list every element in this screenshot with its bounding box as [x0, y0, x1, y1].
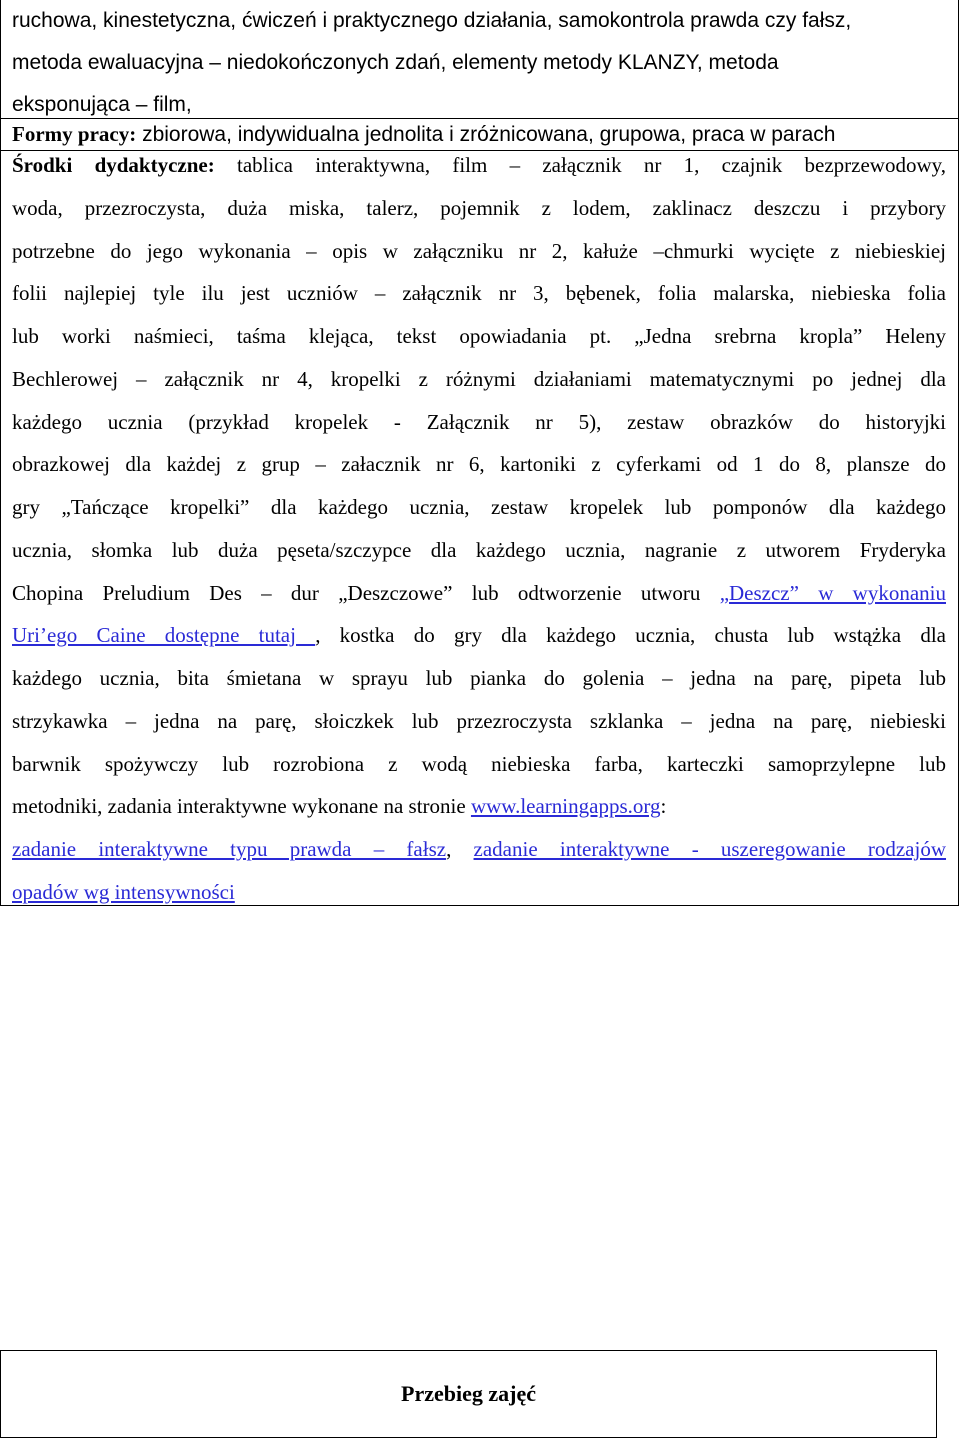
- teaching-aids-line: [12, 572, 946, 615]
- link-deszcz-performance[interactable]: „Deszcz” w wykonaniu: [719, 580, 946, 605]
- task-separator: ,: [446, 837, 452, 861]
- teaching-aids-intro: tablica interaktywna, film – załącznik nr 1, czajnik bezprzewodowy,: [237, 153, 947, 177]
- teaching-aids-line: lub worki naśmieci, taśma klejąca, tekst opowiadania pt. „Jedna srebrna kropla” Heleny: [12, 324, 946, 348]
- work-forms-text: zbiorowa, indywidualna jednolita i zróżnicowana, grupowa, praca w parach: [142, 123, 836, 146]
- teaching-aids-line: ucznia, słomka lub duża pęseta/szczypce dla każdego ucznia, nagranie z utworem Fryderyka: [12, 537, 946, 562]
- teaching-aids-line: barwnik spożywczy lub rozrobiona z wodą niebieska farba, karteczki samoprzylepne lub: [12, 751, 946, 776]
- teaching-aids-cell: [12, 144, 946, 914]
- music-text: Chopina Preludium Des – dur „Deszczowe” lub odtworzenie utworu: [12, 580, 701, 605]
- teaching-aids-line: obrazkowej dla każdej z grup – załacznik nr 6, kartoniki z cyferkami od 1 do 8, plansze do: [12, 452, 946, 477]
- site-line-text: metodniki, zadania interaktywne wykonane na stronie: [12, 794, 466, 819]
- link-ordering-task[interactable]: zadanie interaktywne - uszeregowanie rodzajów: [473, 837, 947, 861]
- teaching-aids-line: strzykawka – jedna na parę, słoiczkek lub przezroczysta szklanka – jedna na parę, niebieski: [12, 708, 946, 733]
- teaching-aids-line: [12, 614, 946, 657]
- link-true-false-task[interactable]: zadanie interaktywne typu prawda – fałsz: [12, 837, 447, 861]
- teaching-aids-line: [12, 144, 946, 187]
- link-deszcz-performance-cont[interactable]: Uri’ego Caine dostępne tutaj: [12, 623, 316, 648]
- link-ordering-task-cont[interactable]: opadów wg intensywności: [12, 879, 235, 904]
- methods-line: ruchowa, kinestetyczna, ćwiczeń i praktycznego działania, samokontrola prawda czy fałsz,: [12, 9, 852, 32]
- teaching-aids-line: woda, przezroczysta, duża miska, talerz, pojemnik z lodem, zaklinacz deszczu i przybory: [12, 195, 946, 220]
- teaching-aids-line: Bechlerowej – załącznik nr 4, kropelki z różnymi działaniami matematycznymi po jednej dla: [12, 366, 946, 391]
- section-header-box: [0, 1350, 937, 1438]
- link-learningapps[interactable]: www.learningapps.org: [470, 794, 661, 819]
- methods-cell: [12, 0, 946, 126]
- methods-line: metoda ewaluacyjna – niedokończonych zdań, elementy metody KLANZY, metoda: [12, 51, 779, 74]
- teaching-aids-line: folii najlepiej tyle ilu jest uczniów – załącznik nr 3, bębenek, folia malarska, niebieska folia: [12, 281, 946, 306]
- section-title: Przebieg zajęć: [401, 1381, 536, 1406]
- teaching-aids-line: [12, 785, 946, 828]
- teaching-aids-line: każdego ucznia, bita śmietana w sprayu lub pianka do golenia – jedna na parę, pipeta lub: [12, 666, 946, 690]
- teaching-aids-line: każdego ucznia (przykład kropelek - Załącznik nr 5), zestaw obrazków do historyjki: [12, 409, 946, 434]
- teaching-aids-line: potrzebne do jego wykonania – opis w załączniku nr 2, kałuże –chmurki wycięte z niebieskiej: [12, 238, 946, 263]
- link-line-text: , kostka do gry dla każdego ucznia, chusta lub wstążka dla: [315, 623, 946, 648]
- teaching-aids-line: [12, 828, 946, 871]
- teaching-aids-line: gry „Tańczące kropelki” dla każdego ucznia, zestaw kropelek lub pomponów dla każdego: [12, 495, 946, 519]
- site-line-suffix: :: [660, 794, 667, 819]
- work-forms-label: Formy pracy:: [12, 122, 137, 146]
- teaching-aids-label: Środki dydaktyczne:: [12, 153, 215, 177]
- teaching-aids-line: [12, 871, 946, 914]
- methods-line: eksponująca – film,: [12, 93, 192, 116]
